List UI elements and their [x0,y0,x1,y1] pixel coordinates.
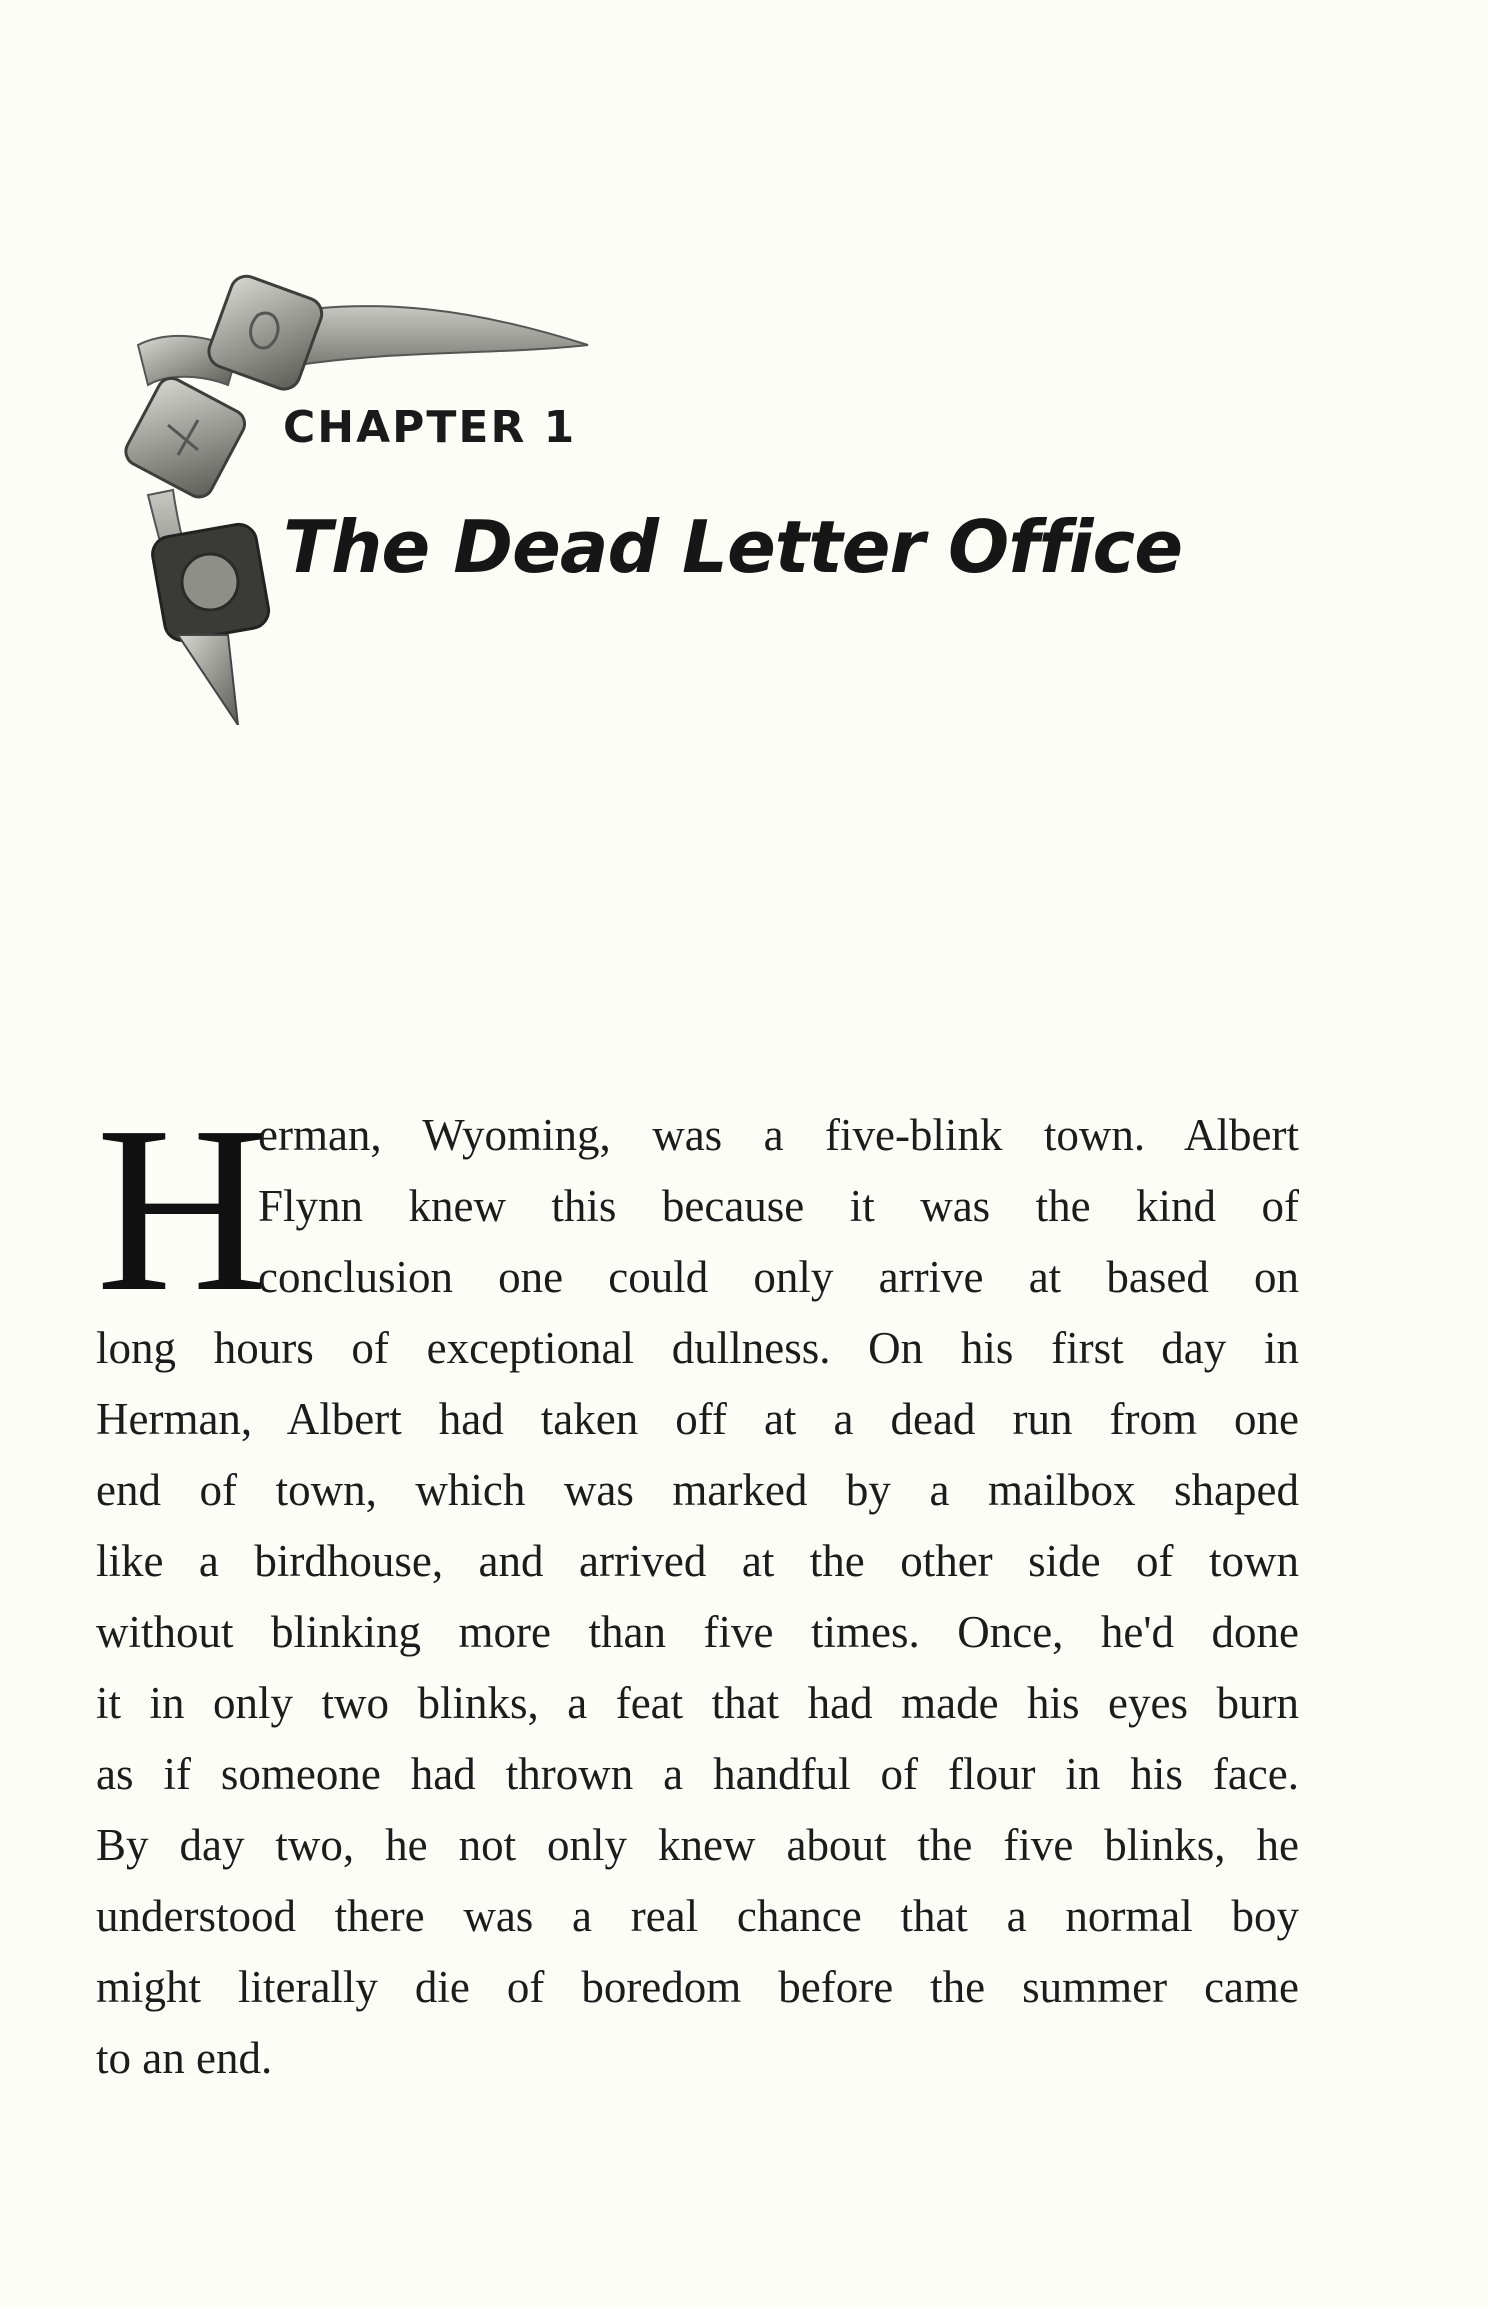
text-line: end of town, which was marked by a mailbox shaped [96,1465,1299,1515]
text-line: might literally die of boredom before the summer came [96,1962,1299,2012]
text-line: to an end. [96,2033,273,2083]
body-paragraph [96,1078,1299,2094]
text-line: it in only two blinks, a feat that had made his eyes burn [96,1678,1299,1728]
text-line: long hours of exceptional dullness. On his first day in [96,1323,1299,1373]
text-line: like a birdhouse, and arrived at the other side of town [96,1536,1299,1586]
chapter-number: CHAPTER 1 [283,402,577,453]
text-line: understood there was a real chance that a normal boy [96,1891,1299,1941]
drop-cap: H [96,1078,268,1341]
text-line: conclusion one could only arrive at based on [258,1252,1299,1302]
mechanical-claw-ornament-icon [118,255,598,725]
text-line: By day two, he not only knew about the five blinks, he [96,1820,1299,1870]
text-line: Flynn knew this because it was the kind of [258,1181,1299,1231]
text-line: Herman, Albert had taken off at a dead run from one [96,1394,1299,1444]
text-line: erman, Wyoming, was a five-blink town. Albert [258,1110,1299,1160]
text-line: as if someone had thrown a handful of flour in his face. [96,1749,1299,1799]
text-line: without blinking more than five times. Once, he'd done [96,1607,1299,1657]
chapter-title: The Dead Letter Office [283,505,1183,589]
